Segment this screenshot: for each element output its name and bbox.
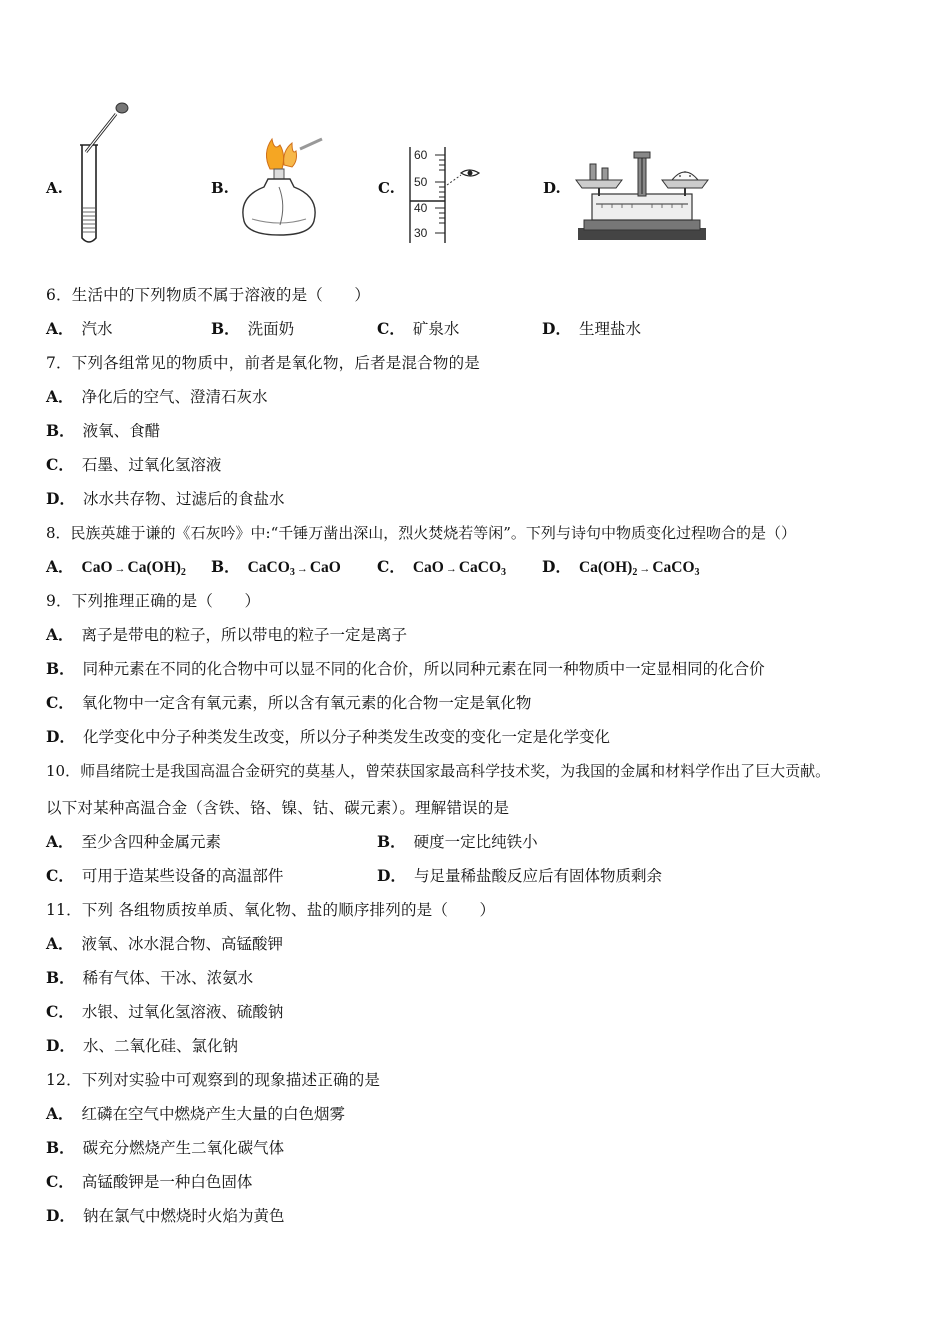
q7-option-d: D． 冰水共存物、过滤后的食盐水 (46, 489, 285, 508)
figure-label-a: A. (46, 179, 63, 197)
q8-option-d: D． $Ca(OH)_2$ → CaCO$_3$ (542, 557, 700, 578)
cylinder-tick-30: 30 (414, 226, 428, 240)
q10-stem-line1: 10．师昌绪院士是我国高温合金研究的莫基人，曾荣获国家最高科学技术奖，为我国的金属和材料学作出了巨大贡献。 (46, 762, 831, 780)
q6-option-b: B． 洗面奶 (211, 319, 295, 338)
q7-option-c: C． 石墨、过氧化氢溶液 (46, 455, 222, 474)
cylinder-tick-60: 60 (414, 148, 428, 162)
balance-scale-icon (572, 150, 712, 242)
q9-option-d: D． 化学变化中分子种类发生改变，所以分子种类发生改变的变化一定是化学变化 (46, 727, 610, 746)
q6-option-d: D． 生理盐水 (542, 319, 641, 338)
cylinder-tick-50: 50 (414, 175, 428, 189)
q12-stem: 12．下列对实验中可观察到的现象描述正确的是 (46, 1071, 381, 1089)
q12-option-d: D． 钠在氯气中燃烧时火焰为黄色 (46, 1206, 285, 1225)
reaction-arrow-icon: → (296, 563, 308, 575)
q12-option-c: C． 高锰酸钾是一种白色固体 (46, 1172, 253, 1191)
q10-option-d: D． 与足量稀盐酸反应后有固体物质剩余 (377, 866, 662, 885)
q11-option-d: D． 水、二氧化硅、氯化钠 (46, 1036, 238, 1055)
q11-option-c: C． 水银、过氧化氢溶液、硫酸钠 (46, 1002, 284, 1021)
figure-label-b: B. (211, 179, 229, 197)
q11-option-a: A． 液氧、冰水混合物、高锰酸钾 (46, 934, 284, 953)
q10-option-a: A． 至少含四种金属元素 (46, 832, 222, 851)
q9-option-a: A． 离子是带电的粒子，所以带电的粒子一定是离子 (46, 625, 408, 644)
q6-option-a: A． 汽水 (46, 319, 113, 338)
q7-option-b: B． 液氧、食醋 (46, 421, 161, 440)
q8-stem: 8．民族英雄于谦的《石灰吟》中:“千锤万凿出深山，烈火焚烧若等闲”。下列与诗句中物质变化过程吻合的是（） (46, 524, 796, 542)
q12-option-b: B． 碳充分燃烧产生二氧化碳气体 (46, 1138, 285, 1157)
figure-label-d: D. (543, 179, 561, 197)
reaction-arrow-icon: → (445, 563, 457, 575)
q6-option-c: C． 矿泉水 (377, 319, 460, 338)
graduated-cylinder-icon (405, 145, 485, 245)
q8-option-a: A． CaO → $Ca(OH)_2$ (46, 557, 186, 578)
q9-stem: 9．下列推理正确的是（ ） (46, 592, 261, 610)
q8-option-c: C． CaO → CaCO$_3$ (377, 557, 507, 578)
test-tube-dropper-icon (70, 100, 140, 248)
cylinder-tick-40: 40 (414, 201, 428, 215)
q8-option-b: B． CaCO$_3$ → CaO (211, 557, 341, 578)
q12-option-a: A． 红磷在空气中燃烧产生大量的白色烟雾 (46, 1104, 346, 1123)
q10-stem-line2: 以下对某种高温合金（含铁、铬、镍、钴、碳元素）。理解错误的是 (46, 799, 510, 817)
q10-option-c: C． 可用于造某些设备的高温部件 (46, 866, 284, 885)
reaction-arrow-icon: → (114, 563, 126, 575)
q7-option-a: A． 净化后的空气、澄清石灰水 (46, 387, 268, 406)
q6-stem: 6．生活中的下列物质不属于溶液的是（ ） (46, 286, 371, 304)
reaction-arrow-icon: → (639, 563, 651, 575)
q11-stem: 11．下列 各组物质按单质、氧化物、盐的顺序排列的是（ ） (46, 901, 496, 919)
q11-option-b: B． 稀有气体、干冰、浓氨水 (46, 968, 254, 987)
figure-label-c: C. (378, 179, 395, 197)
alcohol-lamp-icon (240, 135, 325, 245)
apparatus-figure-row (0, 95, 950, 255)
q10-option-b: B． 硬度一定比纯铁小 (377, 832, 538, 851)
q9-option-b: B． 同种元素在不同的化合物中可以显不同的化合价，所以同种元素在同一种物质中一定显相同的化合价 (46, 659, 765, 678)
q9-option-c: C． 氧化物中一定含有氧元素，所以含有氧元素的化合物一定是氧化物 (46, 693, 532, 712)
q7-stem: 7．下列各组常见的物质中，前者是氧化物，后者是混合物的是 (46, 354, 480, 372)
